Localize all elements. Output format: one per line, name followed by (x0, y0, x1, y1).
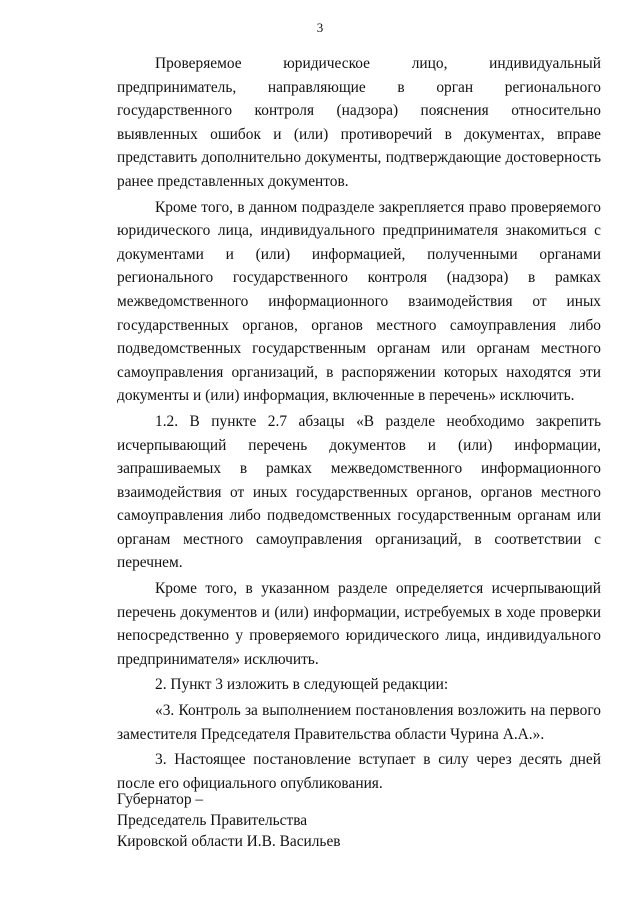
paragraph-1: Проверяемое юридическое лицо, индивидуальный предприниматель, направляющие в орган регионального государственного контроля (надзора) пояснения относительно выявленных ошибок и (или) противоречий в документах, вправе представить дополнительно документы, подтверждающие достоверность ранее представленных документов. (117, 55, 601, 190)
document-body (117, 52, 601, 797)
paragraph-5: 2. Пункт 3 изложить в следующей редакции: (155, 676, 449, 694)
signature-block (117, 789, 341, 852)
page-number: 3 (316, 20, 324, 35)
signature-title: Губернатор – (117, 791, 204, 808)
paragraph-3: 1.2. В пункте 2.7 абзацы «В разделе необходимо закрепить исчерпывающий перечень документов и (или) информации, запрашиваемых в рамках межведомственного информационного взаимодействия от иных государственных органов, органов местного самоуправления либо подведомственных государственным органам или органам местного самоуправления организаций, в соответствии с перечнем. (117, 412, 601, 572)
paragraph-4: Кроме того, в указанном разделе определяется исчерпывающий перечень документов и (или) информации, истребуемых в ходе проверки непосредственно у проверяемого юридического лица, индивидуального предпринимателя» исключить. (117, 580, 601, 668)
paragraph-7: 3. Настоящее постановление вступает в силу через десять дней после его официального опубликования. (117, 751, 601, 792)
paragraph-2: Кроме того, в данном подразделе закрепляется право проверяемого юридического лица, индивидуального предпринимателя знакомиться с документами и (или) информацией, полученными органами регионального государственного контроля (надзора) в рамках межведомственного информационного взаимодействия от иных государственных органов, органов местного самоуправления либо подведомственных государственным органам или органам местного самоуправления организаций, в распоряжении которых находятся эти документы и (или) информация, включенные в перечень» исключить. (117, 198, 601, 405)
signature-name: Кировской области И.В. Васильев (117, 833, 341, 850)
paragraph-6: «3. Контроль за выполнением постановления возложить на первого заместителя Председателя Правительства области Чурина А.А.». (117, 702, 601, 743)
signature-position: Председатель Правительства (117, 812, 308, 829)
